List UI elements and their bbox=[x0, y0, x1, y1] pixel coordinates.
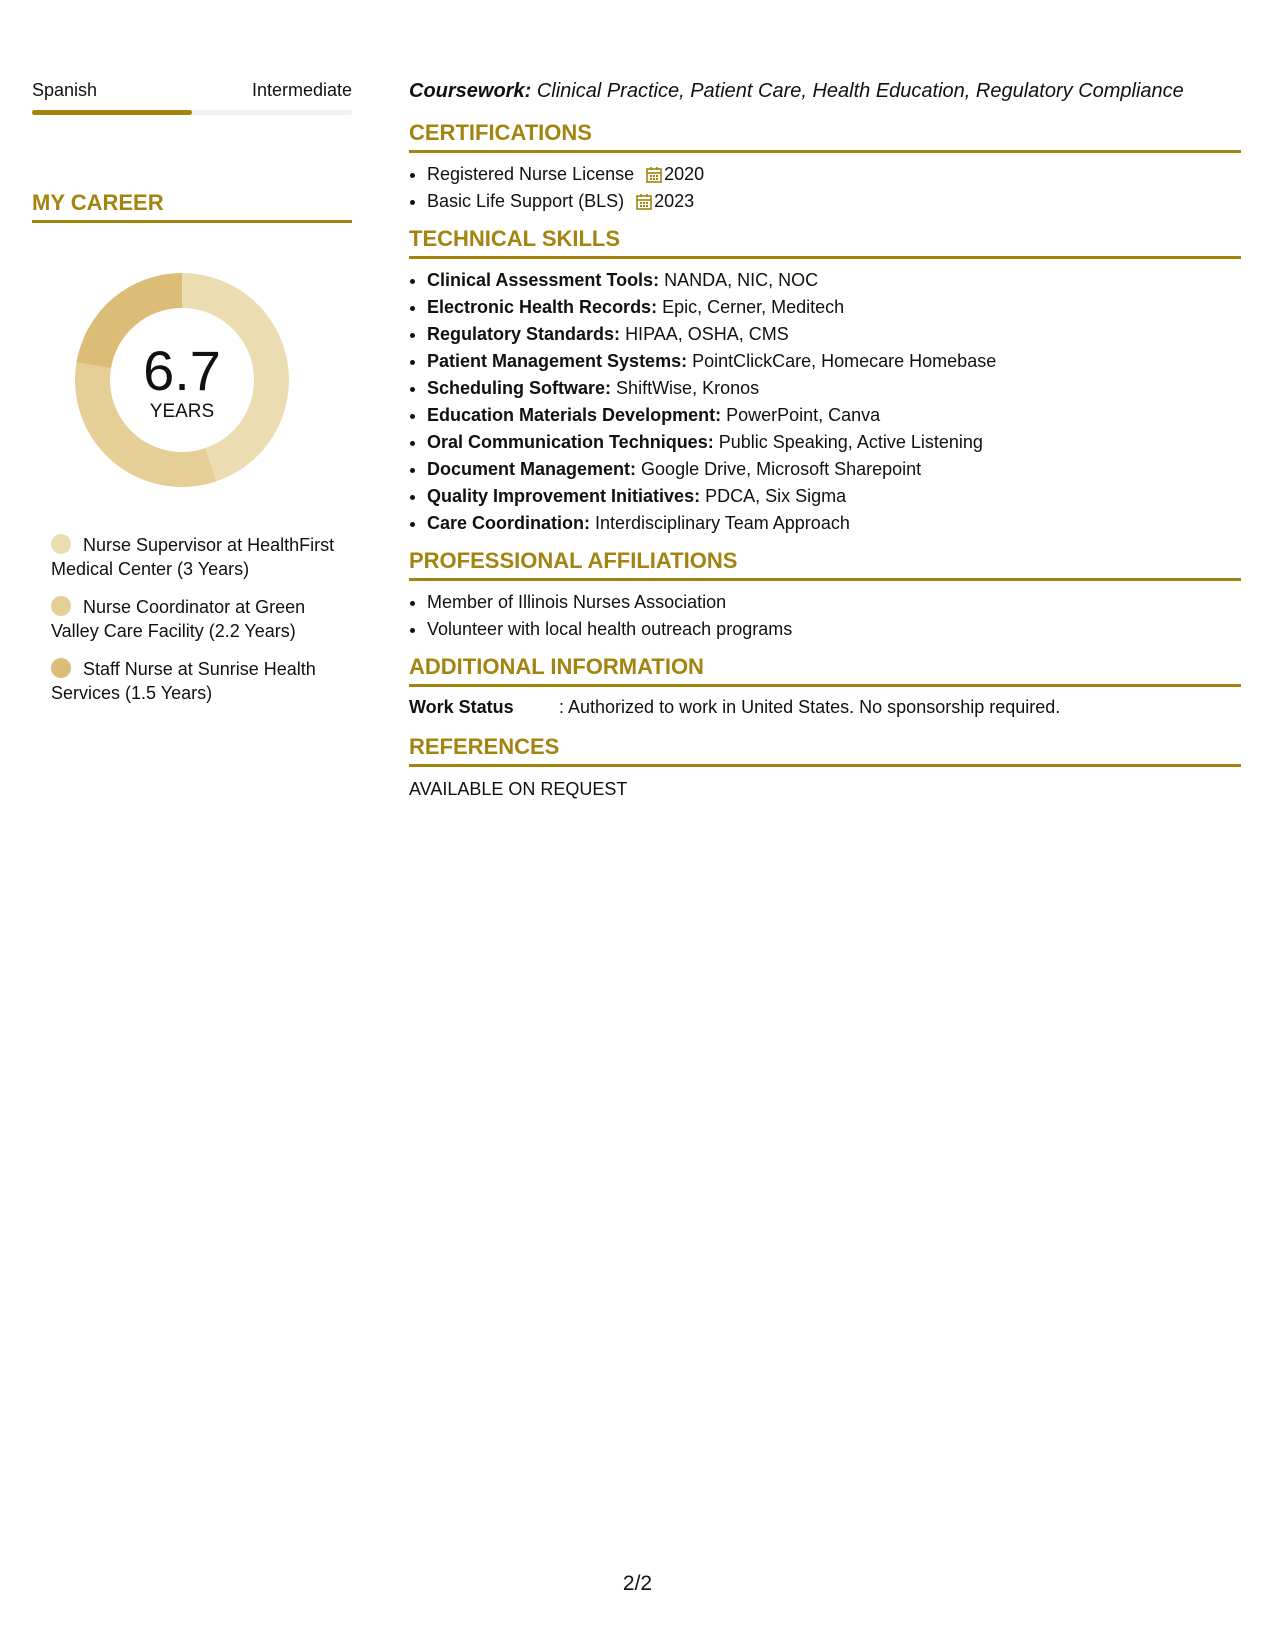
legend-dot bbox=[51, 596, 71, 616]
legend-dot bbox=[51, 534, 71, 554]
legend-label: Nurse Supervisor at HealthFirst Medical Center (3 Years) bbox=[51, 535, 335, 579]
work-status-label: Work Status bbox=[409, 697, 514, 717]
skill-item bbox=[427, 294, 1241, 321]
legend-label: Nurse Coordinator at Green Valley Care Facility (2.2 Years) bbox=[51, 597, 306, 641]
work-status-value: : Authorized to work in United States. No sponsorship required. bbox=[559, 697, 1061, 717]
donut-center bbox=[67, 265, 297, 495]
affiliations-title: PROFESSIONAL AFFILIATIONS bbox=[409, 547, 1241, 581]
skill-value: Google Drive, Microsoft Sharepoint bbox=[641, 459, 922, 479]
skill-value: NANDA, NIC, NOC bbox=[664, 270, 819, 290]
calendar-icon bbox=[636, 193, 652, 210]
affiliation-item: • Volunteer with local health outreach programs bbox=[427, 616, 1241, 643]
affiliation-item: • Member of Illinois Nurses Association bbox=[427, 589, 1241, 616]
skill-label: Care Coordination: bbox=[427, 513, 591, 533]
career-section-title: MY CAREER bbox=[32, 189, 352, 223]
language-progress-track bbox=[32, 110, 352, 115]
language-name: Spanish bbox=[32, 80, 98, 100]
skill-label: Electronic Health Records: bbox=[427, 297, 658, 317]
certifications-title: CERTIFICATIONS bbox=[409, 119, 1241, 153]
coursework bbox=[409, 78, 1241, 104]
skill-item bbox=[427, 402, 1241, 429]
skill-label: Patient Management Systems: bbox=[427, 351, 688, 371]
skill-item bbox=[427, 483, 1241, 510]
certification-item bbox=[427, 161, 1241, 188]
skill-value: PointClickCare, Homecare Homebase bbox=[692, 351, 997, 371]
technical-skills-title: TECHNICAL SKILLS bbox=[409, 225, 1241, 259]
references-text: AVAILABLE ON REQUEST bbox=[409, 779, 628, 799]
skill-item bbox=[427, 348, 1241, 375]
skill-label: Quality Improvement Initiatives: bbox=[427, 486, 701, 506]
legend-label: Staff Nurse at Sunrise Health Services (1.5 Years) bbox=[51, 659, 316, 703]
skill-value: HIPAA, OSHA, CMS bbox=[625, 324, 789, 344]
language-progress-fill bbox=[32, 110, 192, 115]
skill-label: Scheduling Software: bbox=[427, 378, 612, 398]
skill-label: Clinical Assessment Tools: bbox=[427, 270, 660, 290]
language-row bbox=[32, 78, 352, 102]
certifications-list bbox=[409, 161, 1241, 215]
technical-skills-list bbox=[409, 267, 1241, 537]
skill-value: ShiftWise, Kronos bbox=[616, 378, 760, 398]
references-title: REFERENCES bbox=[409, 733, 1241, 767]
skill-item bbox=[427, 510, 1241, 537]
legend-item bbox=[51, 657, 352, 705]
skill-label: Regulatory Standards: bbox=[427, 324, 621, 344]
coursework-text: Clinical Practice, Patient Care, Health Education, Regulatory Compliance bbox=[536, 80, 1184, 102]
skill-item bbox=[427, 375, 1241, 402]
certification-name: Registered Nurse License bbox=[427, 164, 635, 184]
additional-info-title: ADDITIONAL INFORMATION bbox=[409, 653, 1241, 687]
certification-year: 2020 bbox=[664, 164, 705, 184]
affiliations-list bbox=[409, 589, 1241, 643]
skill-item bbox=[427, 456, 1241, 483]
skill-value: Epic, Cerner, Meditech bbox=[662, 297, 845, 317]
skill-label: Document Management: bbox=[427, 459, 637, 479]
work-status-row bbox=[409, 695, 1241, 719]
skill-value: PDCA, Six Sigma bbox=[705, 486, 847, 506]
legend-item bbox=[51, 595, 352, 643]
skill-value: Public Speaking, Active Listening bbox=[718, 432, 983, 452]
skill-value: Interdisciplinary Team Approach bbox=[595, 513, 850, 533]
skill-label: Education Materials Development: bbox=[427, 405, 722, 425]
right-column bbox=[409, 78, 1241, 801]
skill-item bbox=[427, 267, 1241, 294]
career-total-value: 6.7 bbox=[143, 339, 221, 402]
legend-dot bbox=[51, 658, 71, 678]
skill-value: PowerPoint, Canva bbox=[726, 405, 881, 425]
coursework-label: Coursework: bbox=[409, 80, 532, 102]
career-total-unit: YEARS bbox=[149, 401, 215, 422]
certification-year: 2023 bbox=[654, 191, 695, 211]
calendar-icon bbox=[646, 166, 662, 183]
career-donut-chart bbox=[67, 265, 297, 495]
certification-name: Basic Life Support (BLS) bbox=[427, 191, 625, 211]
left-column bbox=[32, 78, 352, 719]
page-number: 2/2 bbox=[622, 1572, 653, 1595]
skill-item bbox=[427, 429, 1241, 456]
career-legend bbox=[32, 533, 352, 705]
certification-item bbox=[427, 188, 1241, 215]
skill-label: Oral Communication Techniques: bbox=[427, 432, 714, 452]
language-level: Intermediate bbox=[251, 80, 352, 100]
legend-item bbox=[51, 533, 352, 581]
skill-item bbox=[427, 321, 1241, 348]
